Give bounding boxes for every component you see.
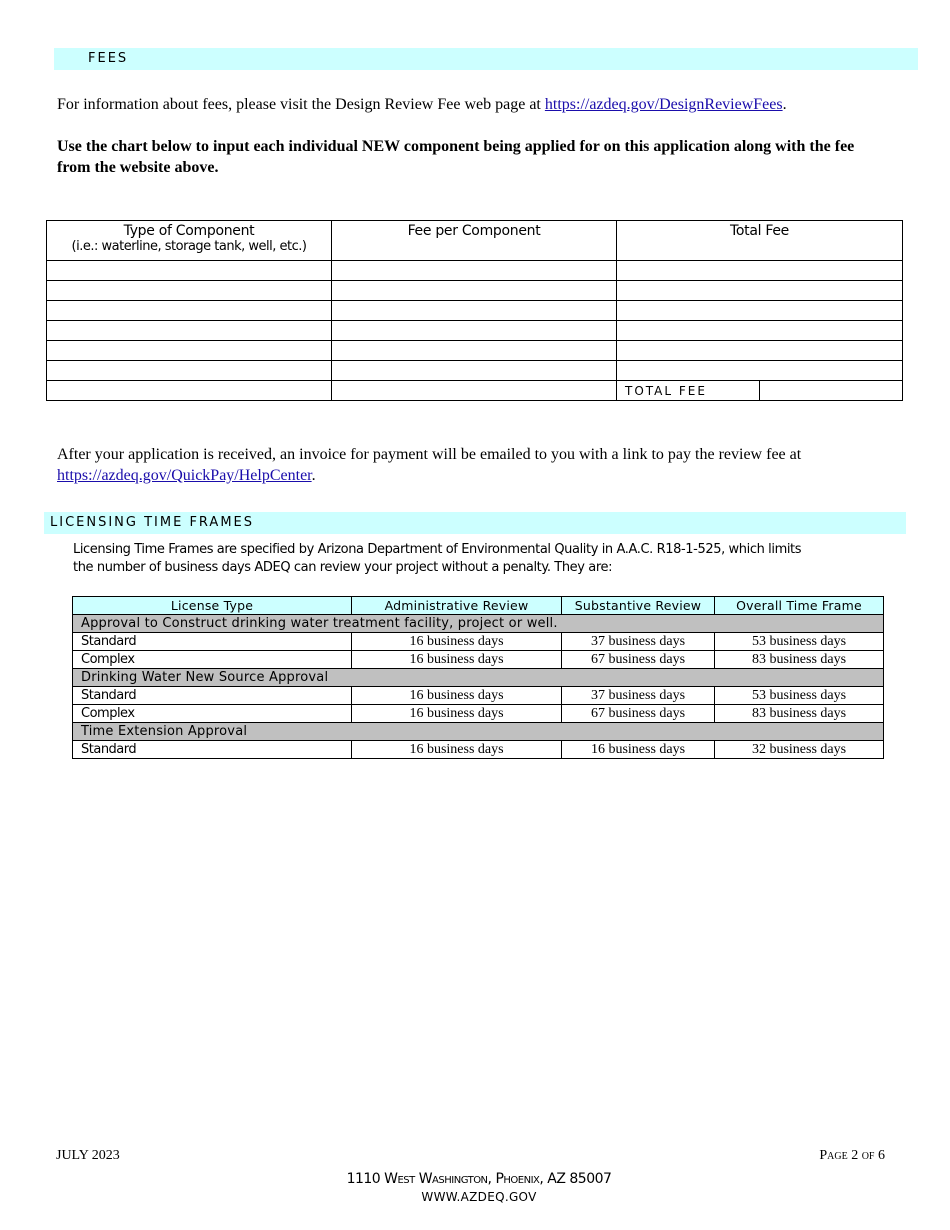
total-input[interactable] <box>617 321 903 341</box>
footer-website: WWW.AZDEQ.GOV <box>421 1190 537 1204</box>
table-row <box>47 321 903 341</box>
fee-col-fee-per-title: Fee per Component <box>407 223 541 239</box>
licensing-intro <box>73 541 873 577</box>
license-type: Complex <box>73 705 352 723</box>
payment-info-suffix: . <box>311 467 316 484</box>
subst-days: 67 business days <box>562 705 715 723</box>
component-input[interactable] <box>47 281 332 301</box>
table-row <box>73 651 884 669</box>
component-input[interactable] <box>47 321 332 341</box>
fees-section-header <box>54 48 918 70</box>
fee-input[interactable] <box>332 301 617 321</box>
table-row <box>73 741 884 759</box>
component-input[interactable] <box>47 381 332 401</box>
fee-input[interactable] <box>332 261 617 281</box>
license-type: Standard <box>73 687 352 705</box>
admin-days: 16 business days <box>352 687 562 705</box>
fees-info-paragraph <box>57 94 917 115</box>
total-fee-input[interactable] <box>760 381 903 401</box>
col-license-type: License Type <box>73 597 352 615</box>
total-fee-label: TOTAL FEE <box>617 381 760 401</box>
col-administrative-review: Administrative Review <box>352 597 562 615</box>
license-type: Standard <box>73 633 352 651</box>
total-input[interactable] <box>617 261 903 281</box>
payment-info-paragraph <box>57 444 917 486</box>
component-input[interactable] <box>47 361 332 381</box>
component-input[interactable] <box>47 341 332 361</box>
total-input[interactable] <box>617 301 903 321</box>
group-title: Time Extension Approval <box>73 723 884 741</box>
table-row <box>73 633 884 651</box>
group-row <box>73 723 884 741</box>
total-row <box>47 381 903 401</box>
admin-days: 16 business days <box>352 741 562 759</box>
total-input[interactable] <box>617 361 903 381</box>
licensing-intro-line2: the number of business days ADEQ can review your project without a penalty. They are: <box>73 560 613 575</box>
table-row <box>47 261 903 281</box>
fee-table <box>46 220 903 401</box>
licensing-section-header <box>44 512 906 534</box>
component-input[interactable] <box>47 301 332 321</box>
fee-col-total <box>617 221 903 261</box>
fees-info-text: For information about fees, please visit the Design Review Fee web page at <box>57 96 545 113</box>
subst-days: 37 business days <box>562 687 715 705</box>
fee-col-component-sub: (i.e.: waterline, storage tank, well, etc.) <box>71 239 307 254</box>
admin-days: 16 business days <box>352 633 562 651</box>
fee-input[interactable] <box>332 361 617 381</box>
licensing-heading: LICENSING TIME FRAMES <box>50 515 255 530</box>
fee-input[interactable] <box>332 341 617 361</box>
component-input[interactable] <box>47 261 332 281</box>
fee-col-fee-per <box>332 221 617 261</box>
license-type: Complex <box>73 651 352 669</box>
fee-col-component <box>47 221 332 261</box>
fee-input[interactable] <box>332 321 617 341</box>
overall-days: 53 business days <box>715 687 884 705</box>
group-row <box>73 615 884 633</box>
footer-address: 1110 West Washington, Phoenix, AZ 85007 <box>346 1171 612 1187</box>
subst-days: 67 business days <box>562 651 715 669</box>
overall-days: 83 business days <box>715 651 884 669</box>
fee-col-total-title: Total Fee <box>730 223 789 239</box>
footer-page-number: Page 2 of 6 <box>819 1148 885 1163</box>
overall-days: 83 business days <box>715 705 884 723</box>
admin-days: 16 business days <box>352 705 562 723</box>
fee-col-component-title: Type of Component <box>123 223 255 239</box>
table-row <box>47 341 903 361</box>
fees-heading: FEES <box>88 51 129 66</box>
total-input[interactable] <box>617 341 903 361</box>
table-row <box>47 361 903 381</box>
table-row <box>47 301 903 321</box>
licensing-table <box>72 596 884 759</box>
fees-instruction: Use the chart below to input each individual NEW component being applied for on this application along with the fee from the website above. <box>57 138 855 176</box>
design-review-fees-link[interactable]: https://azdeq.gov/DesignReviewFees <box>544 96 783 113</box>
admin-days: 16 business days <box>352 651 562 669</box>
subst-days: 16 business days <box>562 741 715 759</box>
overall-days: 53 business days <box>715 633 884 651</box>
total-input[interactable] <box>617 281 903 301</box>
table-row <box>73 687 884 705</box>
overall-days: 32 business days <box>715 741 884 759</box>
licensing-table-header <box>73 597 884 615</box>
group-title: Approval to Construct drinking water treatment facility, project or well. <box>73 615 884 633</box>
fee-input[interactable] <box>332 281 617 301</box>
payment-info-text: After your application is received, an invoice for payment will be emailed to you with a link to pay the review fee at <box>57 446 802 463</box>
table-row <box>73 705 884 723</box>
licensing-intro-line1: Licensing Time Frames are specified by Arizona Department of Environmental Quality in A.A.C. R18-1-525, which limits <box>73 542 802 557</box>
fee-table-header <box>47 221 903 261</box>
quickpay-helpcenter-link[interactable]: https://azdeq.gov/QuickPay/HelpCenter <box>57 467 312 484</box>
license-type: Standard <box>73 741 352 759</box>
col-overall-time-frame: Overall Time Frame <box>715 597 884 615</box>
col-substantive-review: Substantive Review <box>562 597 715 615</box>
fee-input[interactable] <box>332 381 617 401</box>
footer-date: JULY 2023 <box>56 1148 120 1163</box>
group-row <box>73 669 884 687</box>
fees-info-suffix: . <box>782 96 787 113</box>
subst-days: 37 business days <box>562 633 715 651</box>
group-title: Drinking Water New Source Approval <box>73 669 884 687</box>
table-row <box>47 281 903 301</box>
